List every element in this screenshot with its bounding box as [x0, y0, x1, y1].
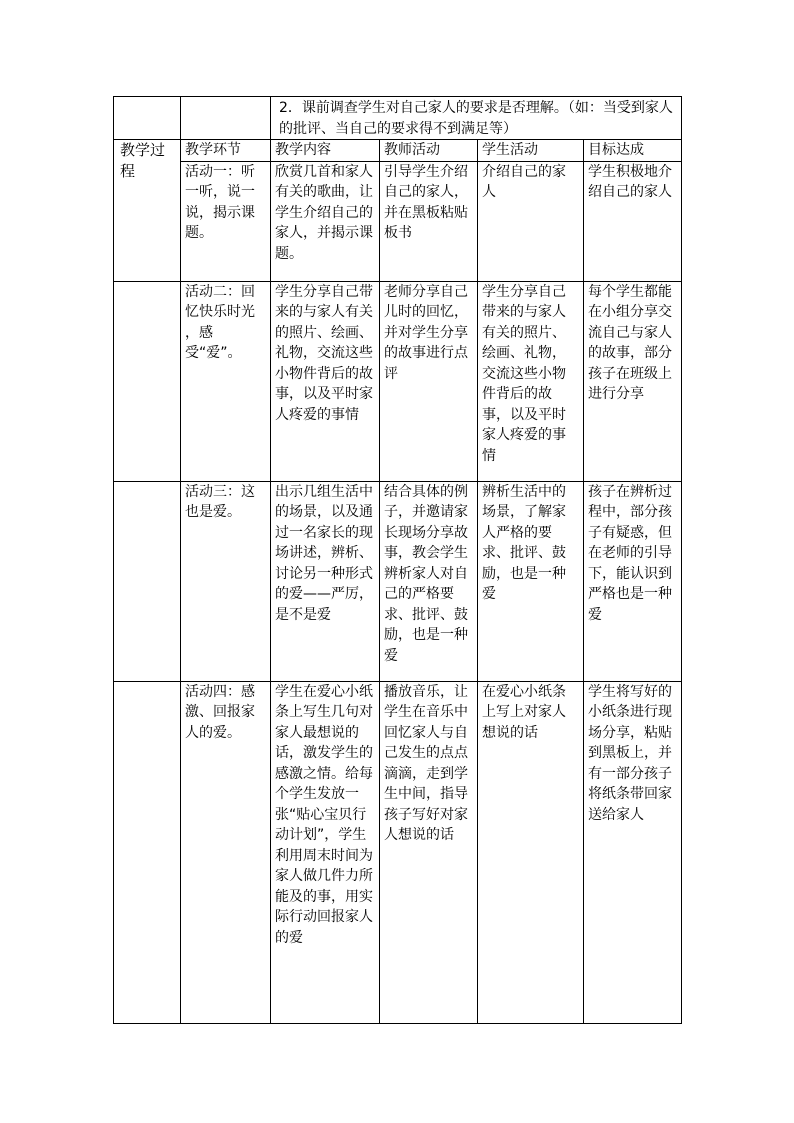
- header-content: 教学内容: [271, 140, 380, 162]
- table-row-activity: [114, 161, 682, 281]
- empty-cell: [114, 681, 181, 1023]
- table-row-preparation: [114, 97, 682, 140]
- goal-cell: 每个学生都能在小组分享交流自己与家人的故事，部分孩子在班级上进行分享: [584, 281, 682, 481]
- header-section: 教学环节: [181, 140, 271, 162]
- content-cell: 出示几组生活中的场景，以及通过一名家长的现场讲述，辨析、讨论另一种形式的爱——严厉，是不是爱: [271, 481, 380, 681]
- header-teacher: 教师活动: [380, 140, 478, 162]
- teacher-cell: 引导学生介绍自己的家人，并在黑板粘贴板书: [380, 161, 478, 281]
- content-cell: 学生分享自己带来的与家人有关的照片、绘画、礼物，交流这些小物件背后的故事，以及平时家人疼爱的事情: [271, 281, 380, 481]
- teacher-cell: 老师分享自己儿时的回忆，并对学生分享的故事进行点评: [380, 281, 478, 481]
- section-cell: 活动二：回忆快乐时光 ，感受“爱”。: [181, 281, 271, 481]
- content-cell: 学生在爱心小纸条上写生几句对家人最想说的话，激发学生的感激之情。给每个学生发放一张“贴心宝贝行动计划”，学生利用周末时间为家人做几件力所能及的事，用实际行动回报家人的爱: [271, 681, 380, 1023]
- teacher-cell: 播放音乐，让学生在音乐中回忆家人与自己发生的点点滴滴，走到学生中间，指导孩子写好对家人想说的话: [380, 681, 478, 1023]
- empty-cell: [114, 97, 181, 140]
- empty-cell: [181, 97, 271, 140]
- header-student: 学生活动: [478, 140, 584, 162]
- goal-cell: 孩子在辨析过程中，部分孩子有疑惑，但在老师的引导下，能认识到严格也是一种爱: [584, 481, 682, 681]
- table-row-activity: [114, 481, 682, 681]
- section-cell: 活动三：这也是爱。: [181, 481, 271, 681]
- teacher-cell: 结合具体的例子，并邀请家长现场分享故事，教会学生辨析家人对自己的严格要求、批评、鼓励，也是一种爱: [380, 481, 478, 681]
- student-cell: 辨析生活中的场景，了解家人严格的要求、批评、鼓励，也是一种爱: [478, 481, 584, 681]
- goal-cell: 学生将写好的小纸条进行现场分享，粘贴到黑板上，并有一部分孩子将纸条带回家送给家人: [584, 681, 682, 1023]
- empty-cell: [114, 481, 181, 681]
- table-row-activity: [114, 281, 682, 481]
- empty-cell: [114, 281, 181, 481]
- header-goal: 目标达成: [584, 140, 682, 162]
- goal-cell: 学生积极地介绍自己的家人: [584, 161, 682, 281]
- table-row-header: [114, 140, 682, 162]
- teaching-process-label: 教学过程: [114, 140, 181, 282]
- section-cell: 活动一：听一听，说一说，揭示课题。: [181, 161, 271, 281]
- student-cell: 在爱心小纸条上写上对家人想说的话: [478, 681, 584, 1023]
- lesson-plan-table: [113, 96, 682, 1024]
- content-cell: 欣赏几首和家人有关的歌曲，让学生介绍自己的家人，并揭示课题。: [271, 161, 380, 281]
- student-cell: 学生分享自己带来的与家人有关的照片、绘画、礼物，交流这些小物件背后的故事，以及平时家人疼爱的事情: [478, 281, 584, 481]
- preparation-note: 2．课前调查学生对自己家人的要求是否理解。（如：当受到家人的批评、当自己的要求得不到满足等）: [271, 97, 682, 140]
- section-cell: 活动四：感激、回报家人的爱。: [181, 681, 271, 1023]
- table-row-activity: [114, 681, 682, 1023]
- student-cell: 介绍自己的家人: [478, 161, 584, 281]
